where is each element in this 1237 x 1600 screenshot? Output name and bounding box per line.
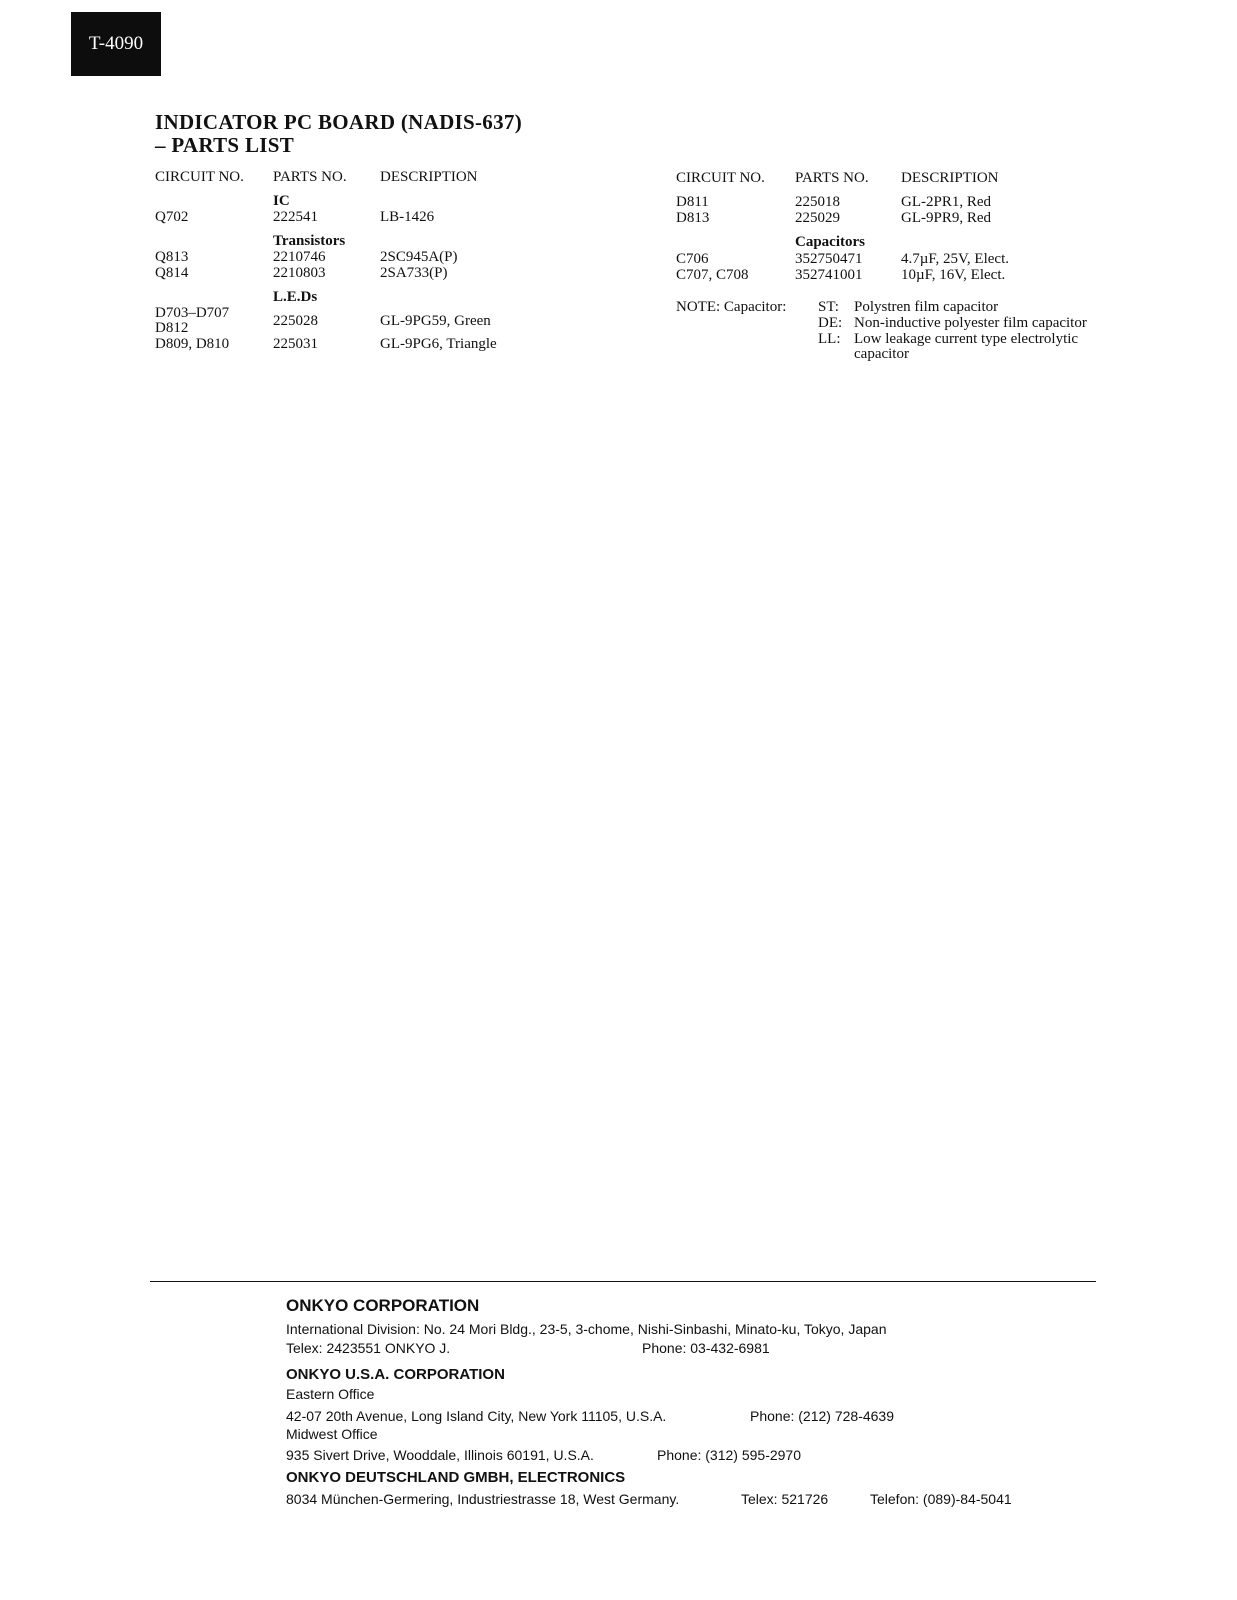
table-row-parts: 225028 xyxy=(273,313,318,329)
table-row-desc: 2SA733(P) xyxy=(380,265,448,281)
table-row-desc: GL-2PR1, Red xyxy=(901,194,991,210)
table-row-desc: 10µF, 16V, Elect. xyxy=(901,267,1006,283)
header-parts-no: PARTS NO. xyxy=(273,169,347,185)
table-row-desc: GL-9PR9, Red xyxy=(901,210,991,226)
midwest-office-address: 935 Sivert Drive, Wooddale, Illinois 60191, U.S.A. xyxy=(286,1447,594,1463)
midwest-office-label: Midwest Office xyxy=(286,1426,378,1442)
table-row-parts: 222541 xyxy=(273,209,318,225)
table-row-desc: LB-1426 xyxy=(380,209,435,225)
table-row-desc: 4.7µF, 25V, Elect. xyxy=(901,251,1009,267)
table-row-circuit: D703–D707 xyxy=(155,305,230,321)
note-label: NOTE: Capacitor: xyxy=(676,299,787,315)
table-row-parts: 2210746 xyxy=(273,249,326,265)
category-leds: L.E.Ds xyxy=(273,289,318,305)
note-code: LL: xyxy=(818,331,841,347)
header-description: DESCRIPTION xyxy=(380,169,478,185)
corp1-name: ONKYO CORPORATION xyxy=(286,1296,480,1315)
table-row-circuit: Q813 xyxy=(155,249,189,265)
note-text: Polystren film capacitor xyxy=(854,299,999,315)
footer-divider xyxy=(150,1281,1096,1282)
corp1-address: International Division: No. 24 Mori Bldg., 23-5, 3-chome, Nishi-Sinbashi, Minato-ku, Tokyo, Japan xyxy=(286,1321,887,1337)
table-row-circuit: C706 xyxy=(676,251,709,267)
corp1-telex: Telex: 2423551 ONKYO J. xyxy=(286,1340,451,1356)
table-row-desc: 2SC945A(P) xyxy=(380,249,458,265)
corp3-telefon: Telefon: (089)-84-5041 xyxy=(870,1491,1012,1507)
table-row-circuit: D813 xyxy=(676,210,710,226)
section-title xyxy=(155,111,522,157)
corp2-name: ONKYO U.S.A. CORPORATION xyxy=(286,1366,505,1383)
table-row-parts: 352750471 xyxy=(795,251,863,267)
table-row-parts: 225029 xyxy=(795,210,840,226)
title-line-2: – PARTS LIST xyxy=(155,133,295,157)
header-circuit-no: CIRCUIT NO. xyxy=(155,169,244,185)
table-row-desc: GL-9PG6, Triangle xyxy=(380,336,497,352)
category-ic: IC xyxy=(273,193,290,209)
corp3-name: ONKYO DEUTSCHLAND GMBH, ELECTRONICS xyxy=(286,1469,626,1486)
note-text: Low leakage current type electrolytic xyxy=(854,331,1079,347)
table-row-circuit: Q814 xyxy=(155,265,189,281)
table-row-desc: GL-9PG59, Green xyxy=(380,313,491,329)
table-row-parts: 2210803 xyxy=(273,265,326,281)
note-text: Non-inductive polyester film capacitor xyxy=(854,315,1087,331)
page-code-badge: T-4090 xyxy=(71,12,161,76)
table-row-circuit: D811 xyxy=(676,194,709,210)
header-circuit-no: CIRCUIT NO. xyxy=(676,170,765,186)
midwest-office-phone: Phone: (312) 595-2970 xyxy=(657,1447,801,1463)
corp3-address: 8034 München-Germering, Industriestrasse 18, West Germany. xyxy=(286,1491,680,1507)
table-row-parts: 225018 xyxy=(795,194,840,210)
eastern-office-label: Eastern Office xyxy=(286,1386,375,1402)
eastern-office-phone: Phone: (212) 728-4639 xyxy=(750,1408,894,1424)
table-row-parts: 225031 xyxy=(273,336,318,352)
corp3-telex: Telex: 521726 xyxy=(741,1491,829,1507)
corp1-phone: Phone: 03-432-6981 xyxy=(642,1340,770,1356)
header-description: DESCRIPTION xyxy=(901,170,999,186)
note-code: DE: xyxy=(818,315,843,331)
header-parts-no: PARTS NO. xyxy=(795,170,869,186)
table-row-circuit: D809, D810 xyxy=(155,336,230,352)
note-code: ST: xyxy=(818,299,839,315)
table-row-circuit: Q702 xyxy=(155,209,189,225)
table-row-circuit: C707, C708 xyxy=(676,267,749,283)
eastern-office-address: 42-07 20th Avenue, Long Island City, New York 11105, U.S.A. xyxy=(286,1408,667,1424)
title-line-1: INDICATOR PC BOARD (NADIS-637) xyxy=(155,110,522,134)
table-row-circuit-2: D812 xyxy=(155,320,189,336)
category-capacitors: Capacitors xyxy=(795,234,865,250)
note-continuation: capacitor xyxy=(854,346,909,362)
table-row-parts: 352741001 xyxy=(795,267,863,283)
category-transistors: Transistors xyxy=(273,233,346,249)
